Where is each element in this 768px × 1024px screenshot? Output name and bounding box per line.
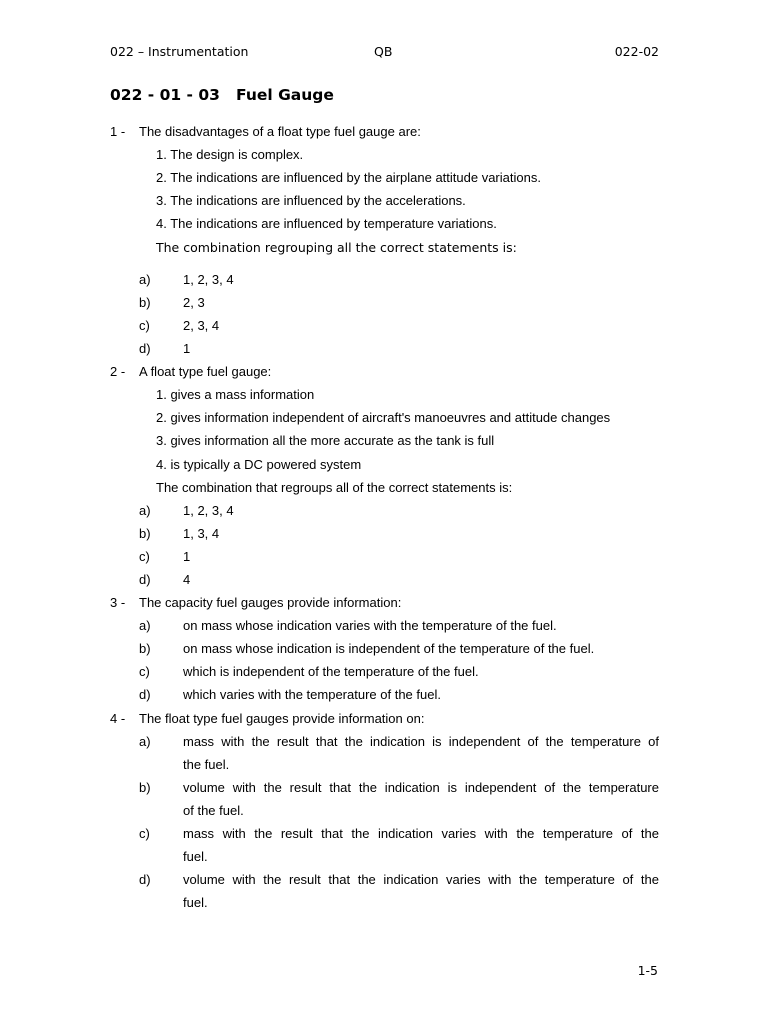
option-letter: c) <box>139 318 150 333</box>
question-2-combination: The combination that regroups all of the correct statements is: <box>156 480 513 495</box>
question-1-statement: 4. The indications are influenced by temperature variations. <box>156 216 497 231</box>
page-number: 1-5 <box>637 963 658 978</box>
option-text: 2, 3 <box>183 295 205 310</box>
question-2-statement: 4. is typically a DC powered system <box>156 457 362 472</box>
option-text-continued: of the fuel. <box>183 803 244 818</box>
option-text: volume with the result that the indication varies with the temperature of the <box>183 872 659 887</box>
option-letter: c) <box>139 549 150 564</box>
option-text: 1, 2, 3, 4 <box>183 272 234 287</box>
question-2-statement: 3. gives information all the more accurate as the tank is full <box>156 433 495 448</box>
question-1-statement: 2. The indications are influenced by the airplane attitude variations. <box>156 170 541 185</box>
question-1-text: The disadvantages of a float type fuel gauge are: <box>139 124 421 139</box>
question-2-statement: 1. gives a mass information <box>156 387 315 402</box>
header-type: QB <box>374 44 393 59</box>
option-letter: a) <box>139 503 151 518</box>
option-text-continued: fuel. <box>183 849 208 864</box>
option-letter: a) <box>139 618 151 633</box>
option-text: on mass whose indication varies with the temperature of the fuel. <box>183 618 557 633</box>
option-text-continued: fuel. <box>183 895 208 910</box>
option-text: 1, 3, 4 <box>183 526 220 541</box>
option-text-continued: the fuel. <box>183 757 230 772</box>
question-4-number: 4 - <box>110 711 126 726</box>
section-name: Fuel Gauge <box>236 86 334 104</box>
question-2-text: A float type fuel gauge: <box>139 364 272 379</box>
option-letter: b) <box>139 526 151 541</box>
question-3-text: The capacity fuel gauges provide information: <box>139 595 402 610</box>
option-letter: c) <box>139 826 150 841</box>
option-text: on mass whose indication is independent of the temperature of the fuel. <box>183 641 595 656</box>
option-letter: d) <box>139 572 151 587</box>
page-header <box>110 44 659 62</box>
question-4-text: The float type fuel gauges provide information on: <box>139 711 425 726</box>
option-text: which varies with the temperature of the fuel. <box>183 687 441 702</box>
option-letter: d) <box>139 872 151 887</box>
question-1-statement: 1. The design is complex. <box>156 147 304 162</box>
option-letter: a) <box>139 272 151 287</box>
question-1-number: 1 - <box>110 124 126 139</box>
question-3-number: 3 - <box>110 595 126 610</box>
question-2-number: 2 - <box>110 364 126 379</box>
option-letter: d) <box>139 341 151 356</box>
option-text: 1, 2, 3, 4 <box>183 503 234 518</box>
option-letter: b) <box>139 641 151 656</box>
header-code: 022-02 <box>614 44 659 59</box>
header-subject: 022 – Instrumentation <box>110 44 249 59</box>
section-code: 022 - 01 - 03 <box>110 86 220 104</box>
option-text: mass with the result that the indication is independent of the temperature of <box>183 734 659 749</box>
option-letter: b) <box>139 295 151 310</box>
question-1-statement: 3. The indications are influenced by the accelerations. <box>156 193 466 208</box>
option-text: 2, 3, 4 <box>183 318 220 333</box>
option-text: mass with the result that the indication varies with the temperature of the <box>183 826 659 841</box>
option-letter: c) <box>139 664 150 679</box>
option-text: volume with the result that the indication is independent of the temperature <box>183 780 659 795</box>
option-text: 4 <box>183 572 191 587</box>
option-text: 1 <box>183 549 191 564</box>
option-letter: a) <box>139 734 151 749</box>
option-text: which is independent of the temperature of the fuel. <box>183 664 479 679</box>
question-2-statement: 2. gives information independent of aircraft's manoeuvres and attitude changes <box>156 410 611 425</box>
option-letter: d) <box>139 687 151 702</box>
option-text: 1 <box>183 341 191 356</box>
question-1-combination: The combination regrouping all the correct statements is: <box>156 240 517 255</box>
option-letter: b) <box>139 780 151 795</box>
